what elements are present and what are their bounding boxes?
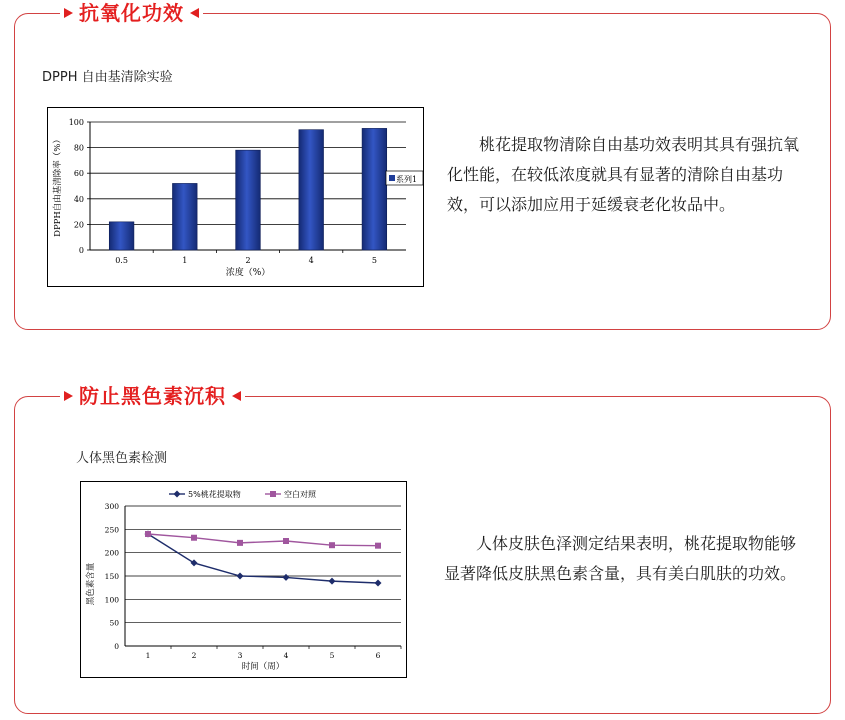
- x-tick-label: 2: [191, 651, 197, 660]
- data-point: [145, 531, 151, 537]
- data-point: [237, 540, 243, 546]
- x-tick-label: 4: [308, 256, 314, 265]
- x-tick-label: 2: [245, 256, 251, 265]
- y-tick-label: 0: [78, 246, 84, 255]
- y-tick-label: 150: [104, 572, 119, 581]
- melanin-line-chart: [80, 481, 407, 678]
- bar: [362, 128, 387, 250]
- data-point: [375, 580, 382, 587]
- left-arrow-icon: [232, 391, 241, 401]
- melanin-line-chart-svg: [81, 482, 406, 677]
- x-tick-label: 0.5: [115, 256, 128, 265]
- legend-label: 空白对照: [284, 490, 316, 499]
- y-axis-label: DPPH自由基清除率（%）: [53, 135, 63, 237]
- antioxidant-description: 桃花提取物清除自由基功效表明其具有强抗氧化性能，在较低浓度就具有显著的清除自由基功效，可以添加应用于延缓衰老化妆品中。: [447, 135, 800, 214]
- x-tick-label: 5: [329, 651, 335, 660]
- y-tick-label: 250: [104, 525, 119, 535]
- data-point: [329, 542, 335, 548]
- y-tick-label: 300: [104, 502, 119, 511]
- series-line: [148, 534, 378, 546]
- dpph-bar-chart: [47, 107, 424, 287]
- data-point: [237, 573, 244, 580]
- antioxidant-title: 抗氧化功效: [79, 1, 184, 25]
- melanin-title-wrap: [60, 383, 245, 409]
- x-tick-label: 3: [237, 651, 243, 660]
- legend-marker: [270, 491, 276, 497]
- y-tick-label: 0: [114, 642, 119, 651]
- bar: [172, 183, 197, 250]
- bar: [299, 130, 324, 250]
- x-axis-label: 浓度（%）: [225, 268, 271, 278]
- melanin-title: 防止黑色素沉积: [79, 384, 226, 408]
- legend-label: 5%桃花提取物: [188, 490, 241, 499]
- left-arrow-icon: [190, 8, 199, 18]
- dpph-bar-chart-svg: [48, 108, 423, 286]
- y-tick-label: 200: [104, 548, 119, 558]
- right-arrow-icon: [64, 8, 73, 18]
- antioxidant-subtitle: DPPH 自由基清除实验: [42, 70, 173, 85]
- antioxidant-section: [0, 0, 845, 340]
- data-point: [191, 559, 198, 566]
- bar: [236, 150, 261, 250]
- data-point: [329, 578, 336, 585]
- right-arrow-icon: [64, 391, 73, 401]
- data-point: [283, 538, 289, 544]
- legend-swatch: [389, 175, 395, 181]
- x-tick-label: 1: [145, 651, 151, 660]
- data-point: [283, 574, 290, 581]
- legend-marker: [174, 491, 181, 498]
- y-tick-label: 60: [73, 169, 84, 179]
- data-point: [191, 535, 197, 541]
- legend-label: 系列1: [396, 175, 418, 184]
- x-tick-label: 4: [283, 651, 289, 660]
- y-tick-label: 50: [109, 618, 119, 628]
- y-tick-label: 40: [73, 194, 84, 204]
- antioxidant-title-wrap: [60, 0, 203, 26]
- y-tick-label: 100: [104, 595, 119, 605]
- x-tick-label: 6: [375, 651, 381, 660]
- x-tick-label: 5: [371, 256, 377, 265]
- y-axis-label: 黑色素含量: [86, 562, 96, 606]
- melanin-description: 人体皮肤色泽测定结果表明，桃花提取物能够显著降低皮肤黑色素含量，具有美白肌肤的功效。: [444, 534, 797, 583]
- y-tick-label: 100: [68, 118, 84, 127]
- x-axis-label: 时间（周）: [241, 662, 285, 672]
- bar: [109, 222, 134, 250]
- melanin-subtitle: 人体黑色素检测: [76, 451, 168, 466]
- data-point: [375, 543, 381, 549]
- y-tick-label: 20: [73, 220, 84, 230]
- y-tick-label: 80: [73, 143, 84, 153]
- melanin-section: [0, 383, 845, 720]
- x-tick-label: 1: [182, 256, 188, 265]
